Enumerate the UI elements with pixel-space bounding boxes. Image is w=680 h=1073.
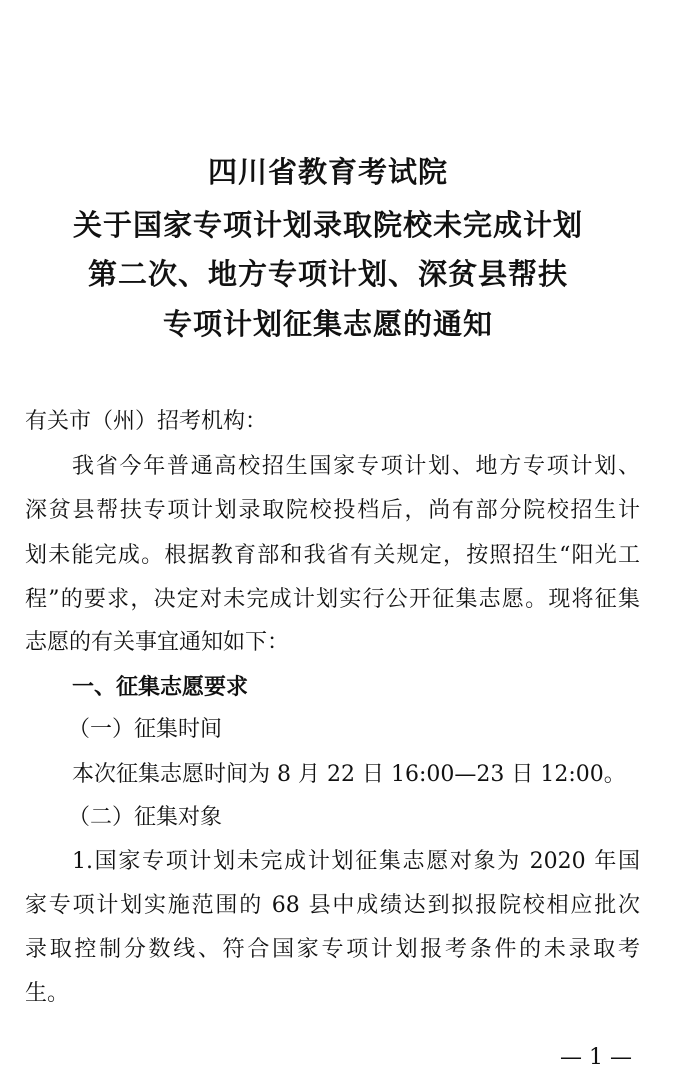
subsection-heading: （二）征集对象: [68, 805, 223, 830]
text-line: 1.国家专项计划未完成计划征集志愿对象为 2020 年国: [72, 849, 640, 874]
text-line: 家专项计划实施范围的 68 县中成绩达到拟报院校相应批次: [25, 893, 640, 918]
text-line: 程”的要求，决定对未完成计划实行公开征集志愿。现将征集: [25, 587, 640, 612]
salutation: 有关市（州）招考机构：: [25, 409, 268, 434]
collection-time-text: 本次征集志愿时间为 8 月 22 日 16:00—23 日 12:00。: [72, 762, 626, 787]
text-line: 我省今年普通高校招生国家专项计划、地方专项计划、: [72, 454, 640, 479]
text-line: 志愿的有关事宜通知如下：: [25, 630, 290, 655]
section-heading: 一、征集志愿要求: [72, 675, 249, 700]
text-line: 生。: [25, 981, 70, 1006]
subsection-heading: （一）征集时间: [68, 717, 223, 742]
title-line-3: 第二次、地方专项计划、深贫县帮扶: [87, 257, 568, 291]
title-line-2: 关于国家专项计划录取院校未完成计划: [72, 208, 583, 242]
title-line-4: 专项计划征集志愿的通知: [162, 307, 493, 341]
text-line: 划未能完成。根据教育部和我省有关规定，按照招生“阳光工: [25, 543, 640, 568]
text-line: 录取控制分数线、符合国家专项计划报考条件的未录取考: [25, 937, 640, 962]
text-line: 深贫县帮扶专项计划录取院校投档后，尚有部分院校招生计: [25, 498, 640, 523]
page-number: — 1 —: [560, 1045, 632, 1070]
title-line-1: 四川省教育考试院: [207, 155, 448, 189]
